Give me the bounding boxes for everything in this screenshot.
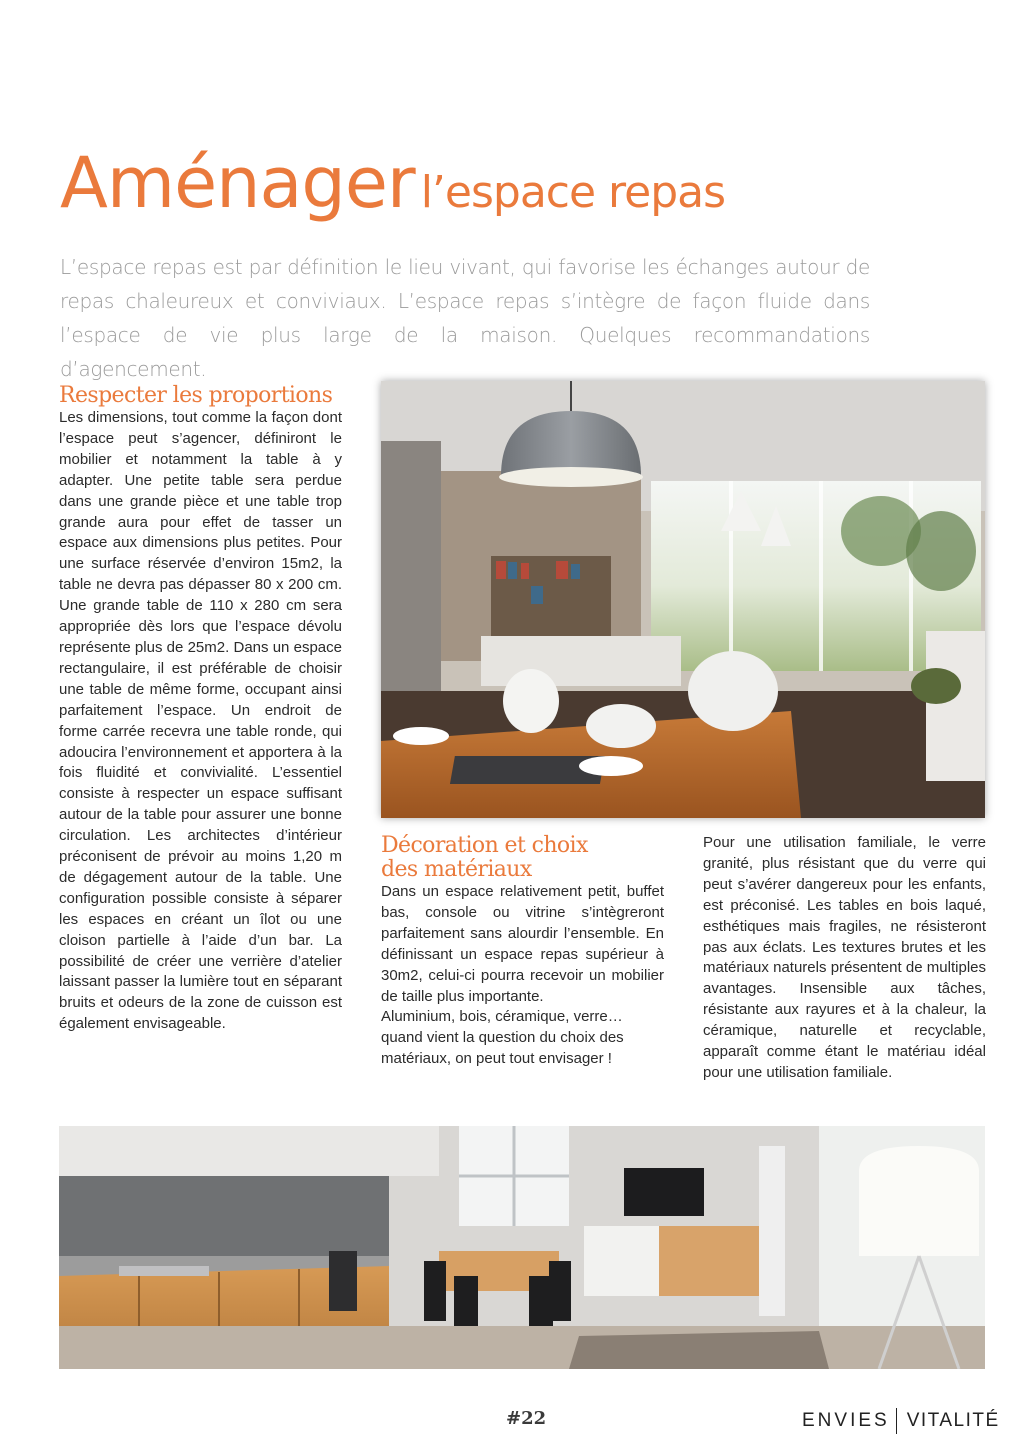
brand-separator bbox=[896, 1408, 897, 1434]
column-decoration bbox=[381, 834, 664, 1070]
body-proportions: Les dimensions, tout comme la façon dont l’espace peut s’agencer, définiront le mobilier et notamment la table à y adapter. Une petite table sera perdue dans une grande pièce et une table trop grande aura pour effet de tasser un espace aux dimensions plus petites. Pour une surface réservée d’environ 15m2, la table ne devra pas dépasser 80 x 200 cm. Une grande table de 110 x 280 cm sera appropriée dès lors que l’espace dévolu représente plus de 25m2. Dans un espace rectangulaire, il est préférable de choisir une table de même forme, occupant ainsi parfaitement l’espace. Un endroit de forme carrée recevra une table ronde, qui adoucira l’environnement et apportera à la fois fluidité et convivialité. L’essentiel consiste à respecter un espace suffisant autour de la table pour assurer une bonne circulation. Les architectes d’intérieur préconisent de prévoir au moins 1,20 m de dégagement autour de la table. Une configuration possible consiste à séparer les espaces en créant un îlot ou une cloison partielle à l’aide d’un bar. La possibilité de créer une verrière d’atelier laissant passer la lumière tout en séparant bruits et odeurs de la zone de cuisson est également envisageable. bbox=[59, 409, 342, 1033]
heading-decoration bbox=[381, 834, 664, 882]
intro-paragraph: L’espace repas est par définition le lieu vivant, qui favorise les échanges autour de repas chaleureux et conviviaux. L’espace repas s’intègre de façon fluide dans l’espace de vie plus large de la maison. Quelques recommandations d’agencement. bbox=[60, 255, 870, 381]
body-materials: Pour une utilisation familiale, le verre granité, plus résistant que du verre qui peut s’avérer dangereux pour les enfants, est préconisé. Les tables en bois laqué, esthétiques mais fragiles, ne résisteront pas aux éclats. Les textures brutes et les matériaux naturels présentent de multiples avantages. Insensible aux tâches, résistante aux rayures et à la chaleur, la céramique, naturelle et recyclable, apparaît comme étant le matériau idéal pour une utilisation familiale. bbox=[703, 834, 986, 1081]
brand-envies: ENVIES bbox=[802, 1410, 890, 1432]
heading-decoration-line1: Décoration et choix bbox=[381, 833, 588, 858]
heading-decoration-line2: des matériaux bbox=[381, 857, 532, 882]
brand-vitalite: VITALITÉ bbox=[906, 1410, 1000, 1432]
kitchen-living-photo bbox=[59, 1126, 985, 1369]
title-main: Aménager bbox=[60, 142, 415, 224]
body-decoration-2: Aluminium, bois, céramique, verre… quand vient la question du choix des matériaux, on peut tout envisager ! bbox=[381, 1008, 624, 1068]
column-proportions bbox=[59, 384, 342, 1035]
dining-room-photo bbox=[381, 381, 985, 818]
title-sub: l’espace repas bbox=[420, 167, 726, 218]
page-title bbox=[60, 142, 725, 224]
heading-proportions: Respecter les proportions bbox=[59, 383, 333, 408]
page-number: #22 bbox=[506, 1408, 547, 1429]
body-decoration-1: Dans un espace relativement petit, buffet bas, console ou vitrine s’intègreront parfaitement sans alourdir l’ensemble. En définissant un espace repas supérieur à 30m2, celui-ci pourra recevoir un mobilier de taille plus importante. bbox=[381, 883, 664, 1005]
magazine-brand bbox=[802, 1408, 1000, 1434]
column-materials bbox=[703, 833, 986, 1084]
